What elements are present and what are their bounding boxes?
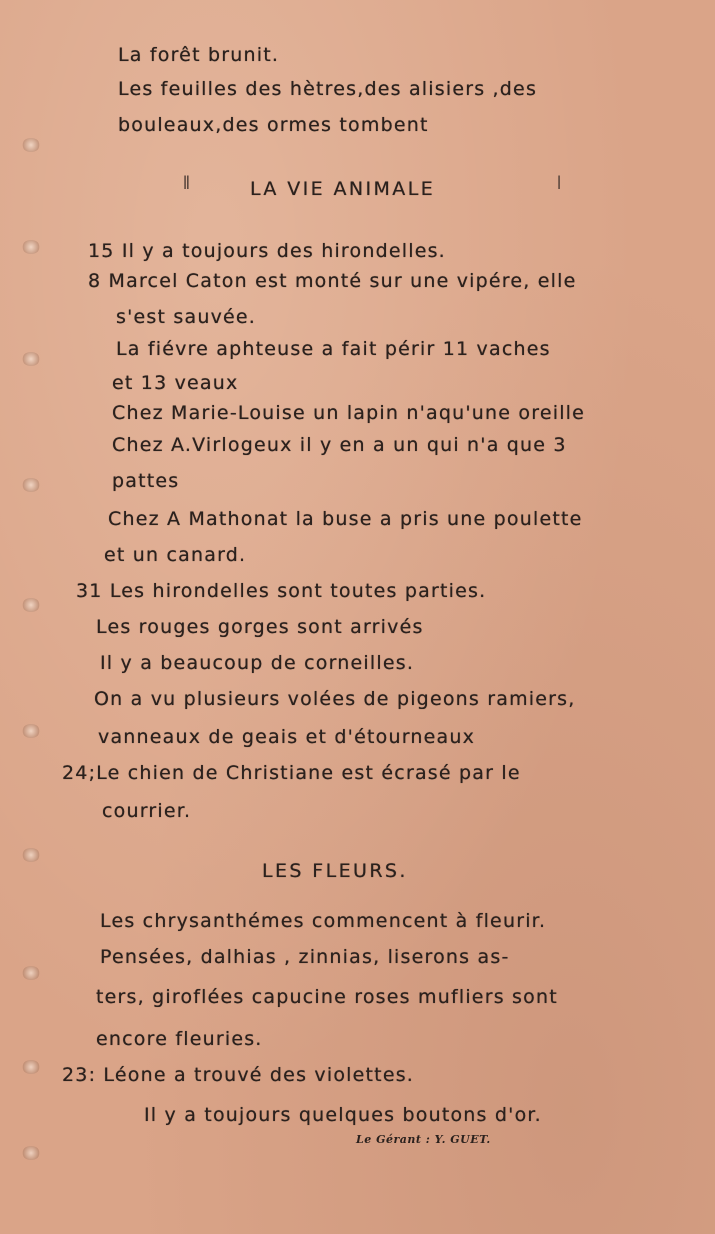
text-line: 23: Léone a trouvé des violettes. (62, 1064, 415, 1086)
text-line: 24;Le chien de Christiane est écrasé par le (62, 762, 521, 784)
punch-hole (22, 848, 40, 862)
text-line: s'est sauvée. (116, 306, 257, 328)
punch-hole (22, 478, 40, 492)
text-line: Il y a toujours quelques boutons d'or. (144, 1104, 542, 1126)
text-line: La forêt brunit. (118, 44, 280, 66)
text-line: vanneaux de geais et d'étourneaux (98, 726, 476, 748)
text-line: ters, giroflées capucine roses mufliers sont (96, 986, 558, 1008)
punch-hole (22, 352, 40, 366)
text-line: Les rouges gorges sont arrivés (96, 616, 424, 638)
margin-mark-right: ǀ (557, 174, 562, 190)
text-line: pattes (112, 470, 180, 492)
section-heading-flowers: LES FLEURS. (262, 860, 408, 882)
punch-hole (22, 966, 40, 980)
punch-hole (22, 1060, 40, 1074)
text-line: Chez A Mathonat la buse a pris une poulette (108, 508, 583, 530)
text-line: Pensées, dalhias , zinnias, liserons as- (100, 946, 510, 968)
text-line: Les feuilles des hètres,des alisiers ,des (118, 78, 538, 100)
text-line: courrier. (102, 800, 192, 822)
publisher-signature: Le Gérant : Y. GUET. (356, 1133, 491, 1146)
text-line: On a vu plusieurs volées de pigeons ramiers, (94, 688, 576, 710)
punch-hole (22, 138, 40, 152)
text-line: bouleaux,des ormes tombent (118, 114, 429, 136)
text-line: Il y a beaucoup de corneilles. (100, 652, 415, 674)
text-line: Chez A.Virlogeux il y en a un qui n'a que 3 (112, 434, 567, 456)
text-line: 8 Marcel Caton est monté sur une vipére, elle (88, 270, 577, 292)
punch-hole (22, 240, 40, 254)
text-line: 15 Il y a toujours des hirondelles. (88, 240, 446, 262)
punch-hole (22, 724, 40, 738)
text-line: et 13 veaux (112, 372, 239, 394)
text-line: Chez Marie-Louise un lapin n'aqu'une oreille (112, 402, 586, 424)
punch-hole (22, 598, 40, 612)
punch-holes (22, 0, 52, 1234)
text-line: et un canard. (104, 544, 247, 566)
punch-hole (22, 1146, 40, 1160)
section-heading-animal-life: LA VIE ANIMALE (250, 178, 436, 200)
text-line: 31 Les hirondelles sont toutes parties. (76, 580, 487, 602)
margin-mark-left: ǁ (183, 174, 190, 190)
text-line: encore fleuries. (96, 1028, 263, 1050)
text-line: La fiévre aphteuse a fait périr 11 vaches (116, 338, 551, 360)
text-line: Les chrysanthémes commencent à fleurir. (100, 910, 547, 932)
